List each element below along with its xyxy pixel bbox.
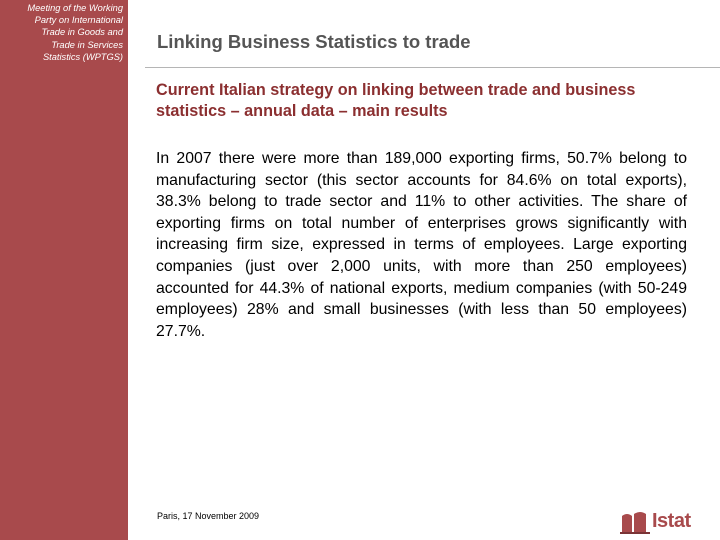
meeting-name-line: Party on International bbox=[34, 15, 123, 26]
meeting-name-line: Statistics (WPTGS) bbox=[42, 51, 123, 62]
footer-date: Paris, 17 November 2009 bbox=[157, 511, 260, 521]
meeting-name bbox=[4, 2, 123, 63]
istat-logo-text: Istat bbox=[652, 510, 691, 532]
slide-title: Linking Business Statistics to trade bbox=[157, 31, 471, 52]
title-divider bbox=[145, 67, 720, 68]
meeting-name-line: Trade in Services bbox=[51, 39, 123, 50]
slide-body-text: In 2007 there were more than 189,000 exporting firms, 50.7% belong to manufacturing sector (this sector accounts for 84.6% on total exports), 38.3% belong to trade sector and 11% to other activities. The share of exporting firms on total number of enterprises grows significantly with increasing firm size, expressed in terms of employees. Large exporting companies (just over 2,000 units, with more than 250 employees) accounted for 44.3% of national exports, medium companies (with 50-249 employees) 28% and small businesses (with less than 50 employees) 27.7%. bbox=[156, 150, 687, 340]
meeting-name-line: Meeting of the Working bbox=[27, 3, 123, 13]
meeting-name-line: Trade in Goods and bbox=[41, 27, 123, 38]
slide-subtitle: Current Italian strategy on linking between trade and business statistics – annual data – main results bbox=[156, 81, 636, 120]
sidebar-curve-decoration bbox=[0, 0, 128, 540]
